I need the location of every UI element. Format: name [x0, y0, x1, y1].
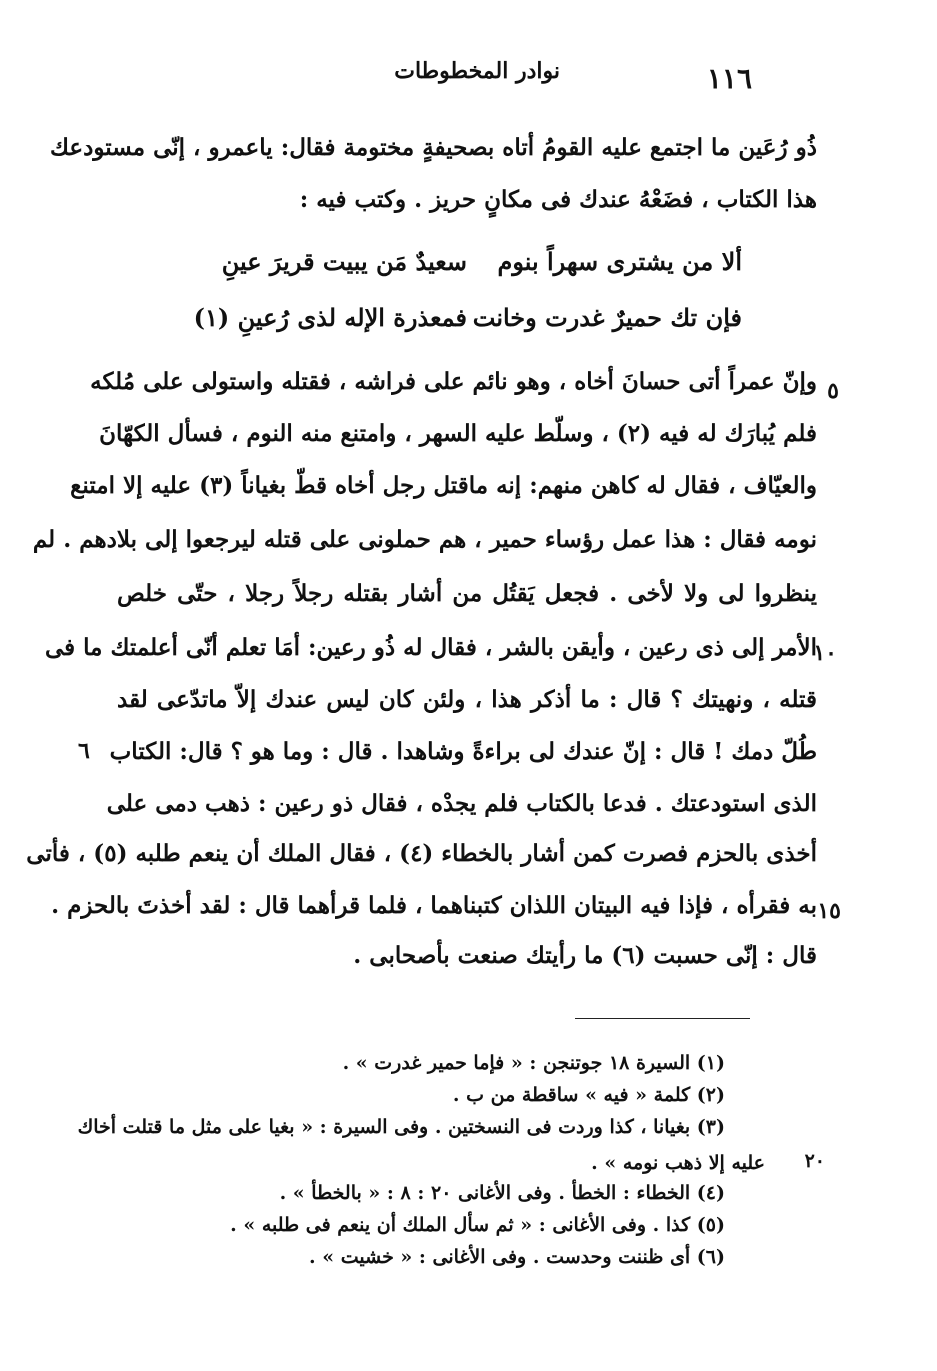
page-header: [380, 56, 770, 96]
body-line: الأمر إلى ذى رعين ، وأيقن بالشر ، فقال له ذُو رعين: أمَا تعلم أنّى أعلمتك ما فى: [45, 634, 817, 661]
body-line: الذى استودعتك . فدعا بالكتاب فلم يجدْه ، فقال ذو رعين : ذهب دمى على: [106, 790, 817, 817]
body-line: ينظروا لى ولا لأخى . فجعل يَقتُل من أشار بقتله رجلاً رجلا ، حتّى خلص: [117, 580, 817, 607]
body-line: فلم يُبارَك له فيه (٢) ، وسلّط عليه السهر ، وامتنع منه النوم ، فسأل الكهّانَ: [99, 420, 817, 447]
body-line: هذا الكتاب ، فضَعْهُ عندك فى مكانٍ حريز . وكتب فيه :: [299, 186, 817, 213]
body-line: والعيّاف ، فقال له كاهن منهم: إنه ماقتل رجل أخاه قطّ بغياناً (٣) عليه إلا امتنع: [70, 472, 817, 499]
footnote: (٦) أى ظننت وحدست . وفى الأغانى : « خشيت » .: [309, 1246, 725, 1268]
line-number-10: ١٠: [813, 640, 837, 666]
page-number: ١١٦: [706, 62, 752, 95]
verse-second-hemistich: سعيدٌ مَن يبيت قريرَ عينِ: [221, 247, 467, 276]
verse-first-hemistich: ألا من يشترى سهراً بنوم: [497, 247, 742, 276]
body-line: قتله ، ونهيتك ؟ قال : ما أذكر هذا ، ولئن كان ليس عندك إلاّ ماتدّعى لقد: [117, 686, 817, 713]
footnote-separator: [575, 1018, 750, 1019]
line-number-15: ١٥: [817, 898, 841, 924]
footnote: (٥) كذا . وفى الأغانى : « ثم سأل الملك أن ينعم فى طلبه » .: [230, 1214, 725, 1236]
footnote: (٢) كلمة « فيه » ساقطة من ب .: [452, 1084, 725, 1106]
body-line: قال : إنّى حسبت (٦) ما رأيتك صنعت بأصحابى .: [353, 942, 817, 969]
body-line: نومه فقال : هذا عمل رؤساء حمير ، هم حملونى على قتله ليرجعوا إلى بلادهم . لم: [32, 526, 817, 553]
line-number-20: ٢٠: [804, 1150, 825, 1172]
footnote: (١) السيرة ١٨ جوتنجن : « فإما حمير غدرت » .: [342, 1052, 725, 1074]
body-line: طُلّ دمك ! قال : إنّ عندك لى براءةً وشاهدا . قال : وما هو ؟ قال: الكتاب: [109, 738, 817, 765]
verse-second-hemistich: فمعذرة الإله لذى رُعينِ (١): [193, 303, 467, 332]
body-line: وإنّ عمراً أتى حسانَ أخاه ، وهو نائم على فراشه ، فقتله واستولى على مُلكه: [90, 368, 817, 395]
footnote: (٤) الخطاء : الخطأ . وفى الأغانى ٢٠ : ٨ : « بالخطأ » .: [279, 1182, 725, 1204]
verse-first-hemistich: فإن تك حميرٌ غدرت وخانت: [472, 303, 742, 332]
footnote: (٣) بغيانا ، كذا وردت فى النسختين . وفى السيرة : « بغيا على مثل ما قتلت أخاك: [77, 1116, 725, 1138]
body-line: به فقرأه ، فإذا فيه البيتان اللذان كتبناهما ، فلما قرأهما قال : لقد أخذتَ بالحزم .: [51, 892, 817, 919]
running-title: نوادر المخطوطات: [394, 58, 560, 84]
line-number-5: ٥: [827, 378, 839, 404]
body-line: أخذى بالحزم فصرت كمن أشار بالخطاء (٤) ، فقال الملك أن ينعم طلبه (٥) ، فأتى: [26, 840, 817, 867]
body-line: ذُو رُعَين ما اجتمع عليه القومُ أتاه بصحيفةٍ مختومة فقال: ياعمرو ، إنّى مستودعك: [50, 134, 817, 161]
footnote-continuation: عليه إلا ذهب نومه » .: [591, 1152, 765, 1174]
section-number: ٦: [78, 738, 90, 764]
